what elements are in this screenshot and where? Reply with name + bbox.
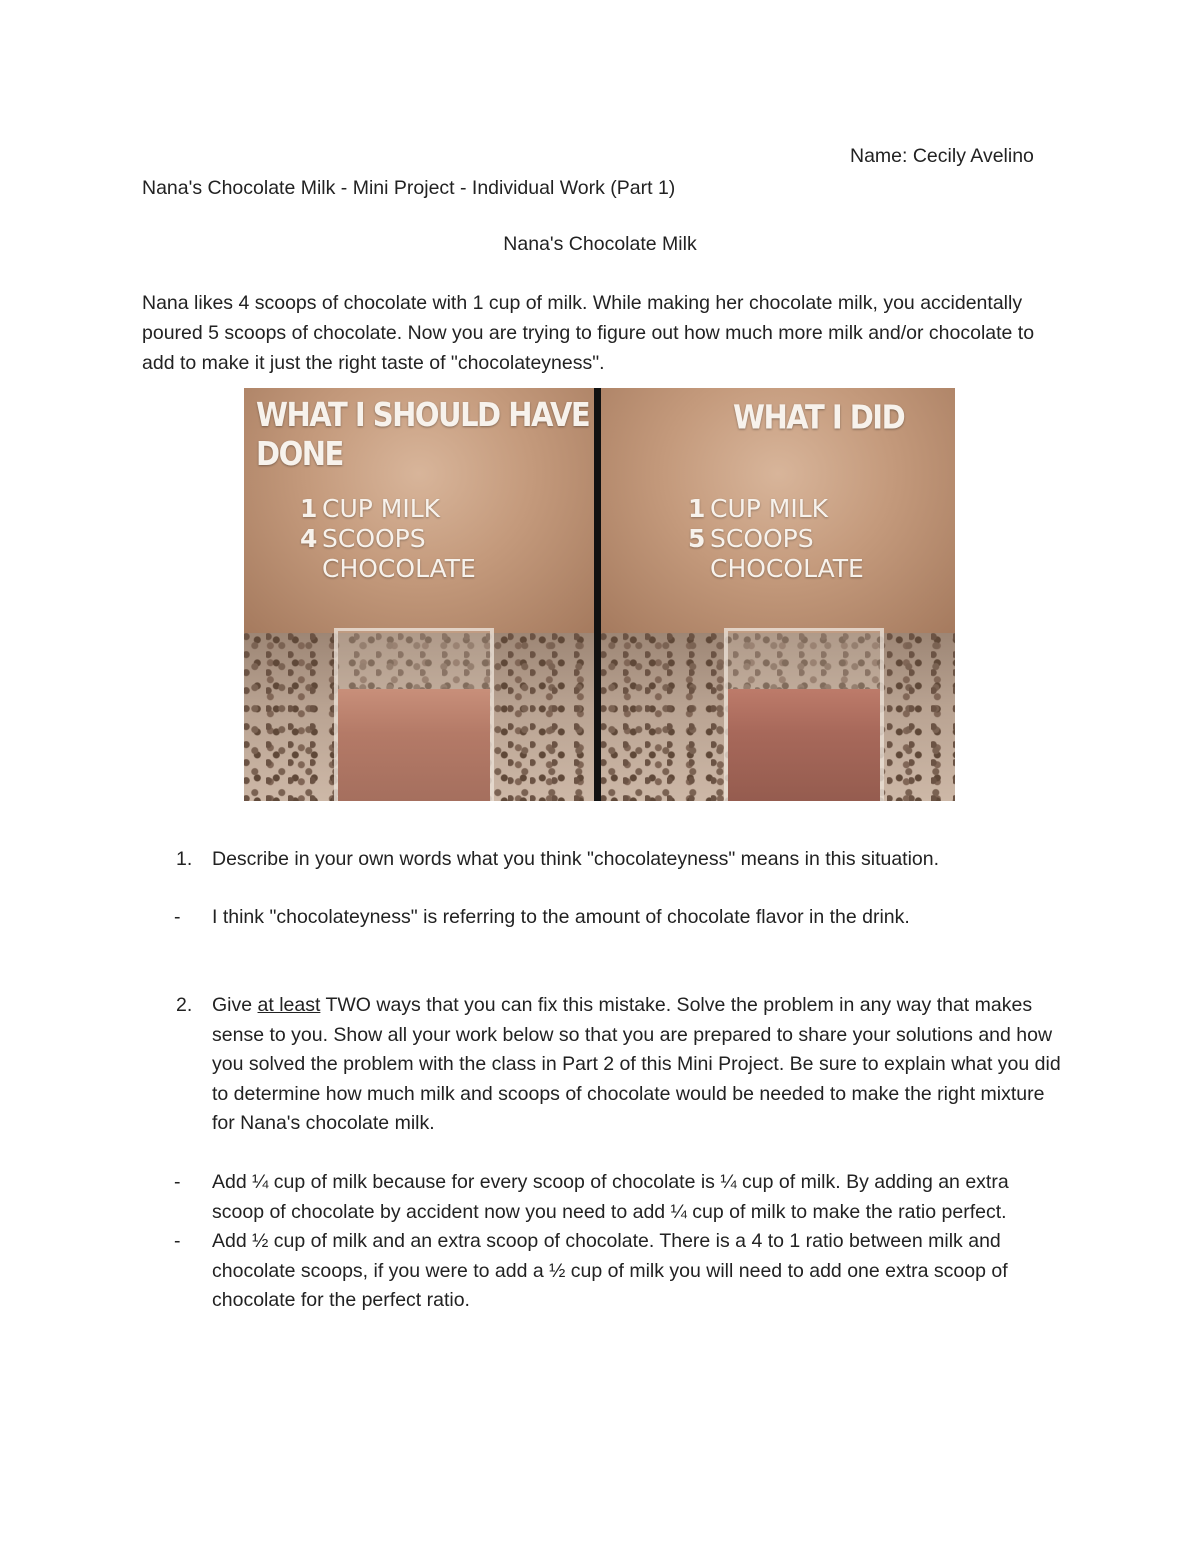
question-text: Give at least TWO ways that you can fix this mistake. Solve the problem in any way that makes sense to you. Show all your work below so that you are prepared to share your solutions and how you solved the problem with the class in Part 2 of this Mini Project. Be sure to explain what you did to determine how much milk and scoops of chocolate would be needed to make the right mixture for Nana's chocolate milk. [212, 994, 1061, 1134]
question-number: 1. [176, 848, 193, 870]
answer-text: I think "chocolateyness" is referring to the amount of chocolate flavor in the drink. [212, 906, 910, 928]
recipe-line-scoops [300, 524, 476, 554]
recipe-text: SCOOPS [710, 524, 814, 553]
question-text: Describe in your own words what you think "chocolateyness" means in this situation. [212, 848, 940, 870]
assignment-title: Nana's Chocolate Milk - Mini Project - Individual Work (Part 1) [142, 177, 676, 199]
recipe-line-scoops [688, 524, 864, 554]
what-i-did-panel [601, 388, 955, 801]
panel-heading-should: WHAT I SHOULD HAVE DONE [256, 394, 590, 474]
page-heading: Nana's Chocolate Milk [503, 233, 697, 255]
question-2-block [142, 991, 1062, 1139]
recipe-number: 4 [300, 524, 318, 553]
recipe-line-chocolate [300, 554, 476, 584]
should-have-done-panel [244, 388, 594, 801]
underlined-emphasis: at least [257, 994, 321, 1016]
answer-marker: - [174, 1230, 181, 1252]
answer-2-block [142, 1168, 1062, 1316]
answer-text: Add ½ cup of milk and an extra scoop of chocolate. There is a 4 to 1 ratio between milk and chocolate scoops, if you were to add a ½ cup of milk you will need to add one extra scoop of chocolate for the perfect ratio. [212, 1230, 1008, 1311]
chocolate-milk-comparison-image [244, 388, 955, 801]
question-2 [142, 991, 1062, 1139]
recipe-text: CHOCOLATE [322, 554, 476, 583]
glass [334, 628, 494, 801]
question-1-block [142, 845, 1062, 875]
recipe-did [688, 494, 864, 584]
answer-text: Add ¼ cup of milk because for every scoop of chocolate is ¼ cup of milk. By adding an extra scoop of chocolate by accident now you need to add ¼ cup of milk to make the ratio perfect. [212, 1171, 1009, 1223]
recipe-text: SCOOPS [322, 524, 426, 553]
question-1 [142, 845, 1062, 875]
panel-divider [594, 388, 601, 801]
glass [724, 628, 884, 801]
answer-1 [142, 903, 1062, 933]
recipe-line-milk [300, 494, 476, 524]
recipe-text: CUP MILK [322, 494, 441, 523]
question-number: 2. [176, 994, 193, 1016]
answer-marker: - [174, 1171, 181, 1193]
recipe-number: 1 [688, 494, 706, 523]
student-name: Name: Cecily Avelino [850, 145, 1034, 167]
answer-2a [142, 1168, 1062, 1227]
panel-heading-did: WHAT I DID [733, 397, 905, 437]
recipe-text: CHOCOLATE [710, 554, 864, 583]
chocolate-milk [728, 689, 880, 801]
answer-1-block [142, 903, 1062, 933]
answer-marker: - [174, 906, 181, 928]
recipe-line-chocolate [688, 554, 864, 584]
intro-paragraph: Nana likes 4 scoops of chocolate with 1 cup of milk. While making her chocolate milk, you accidentally poured 5 scoops of chocolate. Now you are trying to figure out how much more milk and/or chocolate to add to make it just the right taste of "chocolateyness". [142, 292, 1035, 374]
recipe-number: 5 [688, 524, 706, 553]
answer-2b [142, 1227, 1062, 1316]
chocolate-milk [338, 689, 490, 801]
recipe-text: CUP MILK [710, 494, 829, 523]
recipe-should [300, 494, 476, 584]
recipe-line-milk [688, 494, 864, 524]
recipe-number: 1 [300, 494, 318, 523]
